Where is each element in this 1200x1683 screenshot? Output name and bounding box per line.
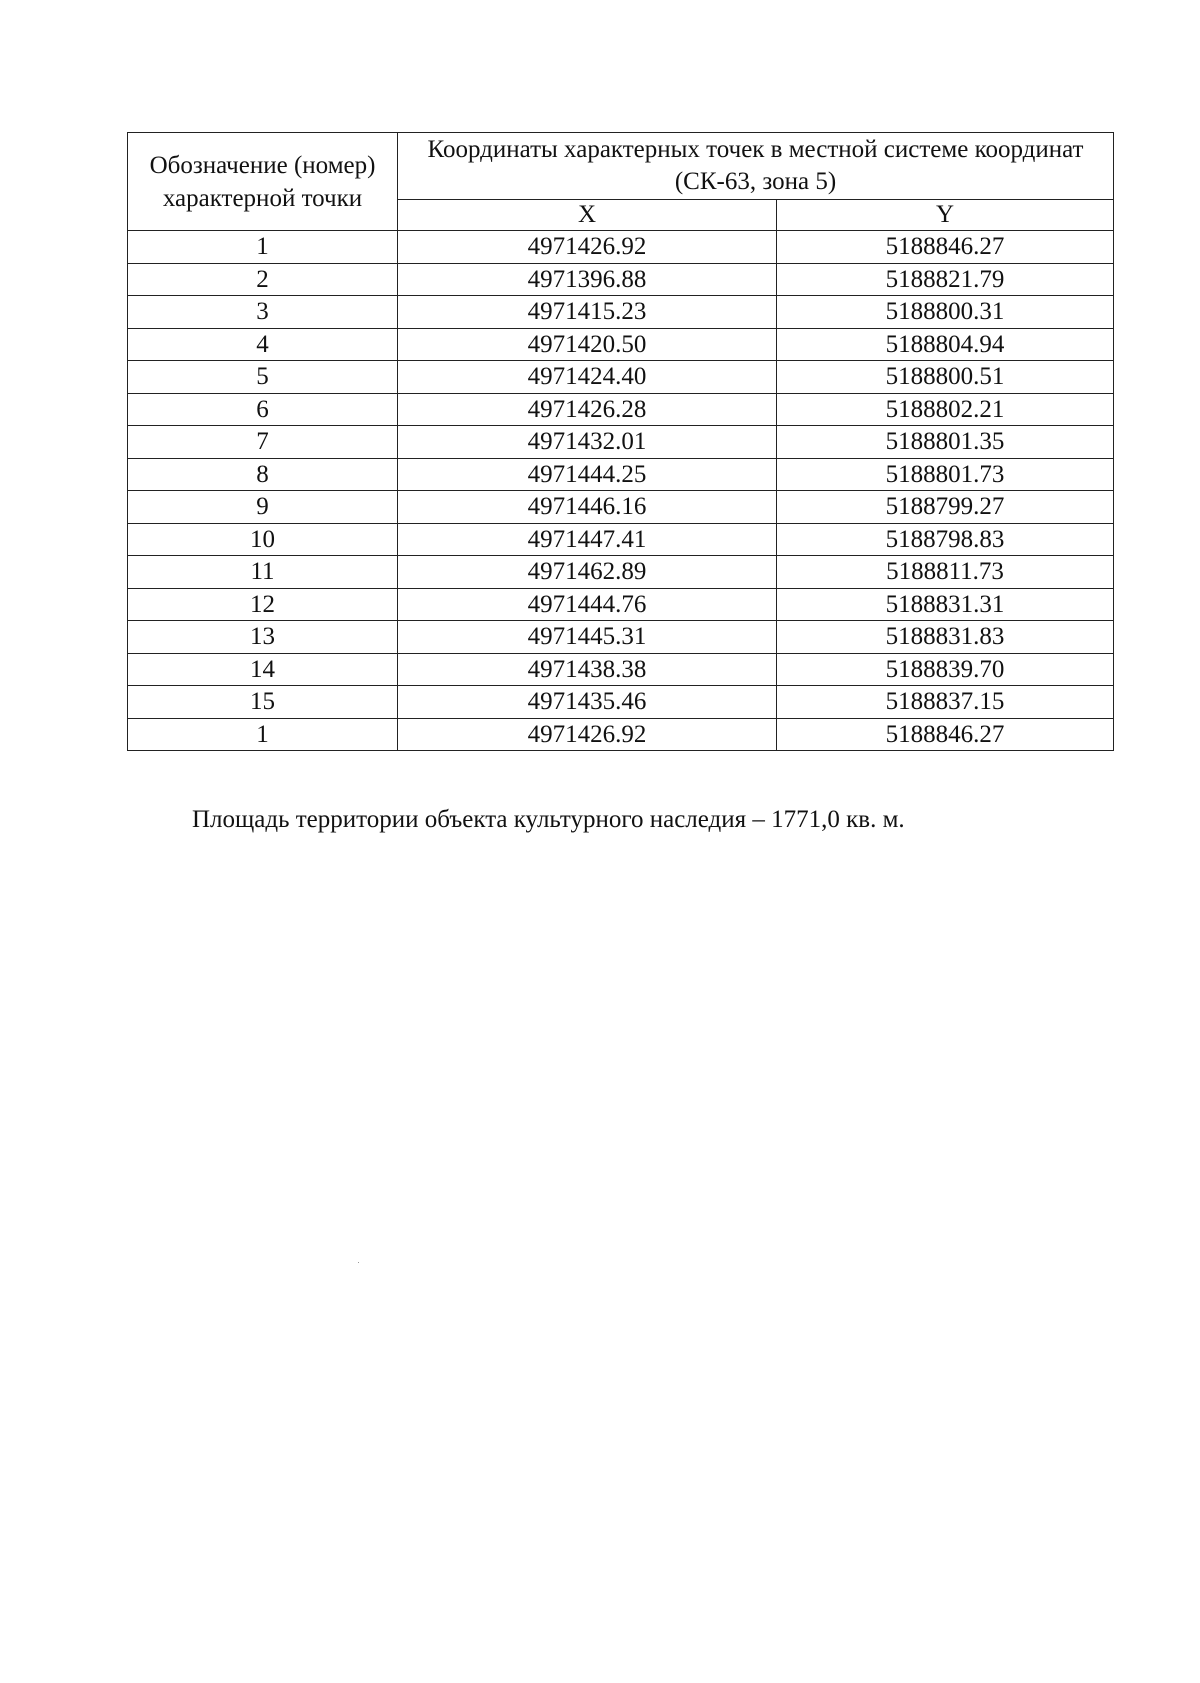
y-coordinate-cell: 5188846.27: [777, 231, 1114, 264]
point-number-cell: 5: [128, 361, 398, 394]
table-row: [128, 231, 1114, 264]
y-coordinate-cell: 5188799.27: [777, 491, 1114, 524]
point-number-cell: 9: [128, 491, 398, 524]
table-body: [128, 231, 1114, 751]
x-coordinate-cell: 4971424.40: [398, 361, 777, 394]
scan-speck: [358, 1262, 359, 1263]
point-number-cell: 6: [128, 393, 398, 426]
point-number-cell: 13: [128, 621, 398, 654]
point-number-cell: 10: [128, 523, 398, 556]
y-coordinate-cell: 5188831.31: [777, 588, 1114, 621]
y-column-header: Y: [777, 200, 1114, 231]
x-coordinate-cell: 4971435.46: [398, 686, 777, 719]
y-coordinate-cell: 5188837.15: [777, 686, 1114, 719]
x-coordinate-cell: 4971426.92: [398, 231, 777, 264]
table-row: [128, 361, 1114, 394]
x-coordinate-cell: 4971426.92: [398, 718, 777, 751]
x-coordinate-cell: 4971445.31: [398, 621, 777, 654]
y-coordinate-cell: 5188811.73: [777, 556, 1114, 589]
table-row: [128, 296, 1114, 329]
table-row: [128, 426, 1114, 459]
table-row: [128, 556, 1114, 589]
table-header: [128, 133, 1114, 231]
x-coordinate-cell: 4971432.01: [398, 426, 777, 459]
x-coordinate-cell: 4971420.50: [398, 328, 777, 361]
y-coordinate-cell: 5188804.94: [777, 328, 1114, 361]
table-row: [128, 491, 1114, 524]
table-row: [128, 458, 1114, 491]
table-row: [128, 686, 1114, 719]
x-coordinate-cell: 4971462.89: [398, 556, 777, 589]
point-number-cell: 8: [128, 458, 398, 491]
x-coordinate-cell: 4971415.23: [398, 296, 777, 329]
x-coordinate-cell: 4971444.76: [398, 588, 777, 621]
point-number-cell: 14: [128, 653, 398, 686]
point-number-cell: 1: [128, 718, 398, 751]
point-number-cell: 3: [128, 296, 398, 329]
point-number-cell: 7: [128, 426, 398, 459]
table-row: [128, 588, 1114, 621]
x-coordinate-cell: 4971396.88: [398, 263, 777, 296]
y-coordinate-cell: 5188801.35: [777, 426, 1114, 459]
x-column-header: X: [398, 200, 777, 231]
x-coordinate-cell: 4971446.16: [398, 491, 777, 524]
table-row: [128, 718, 1114, 751]
coordinates-table: [127, 132, 1114, 751]
point-number-cell: 11: [128, 556, 398, 589]
point-number-cell: 4: [128, 328, 398, 361]
table-row: [128, 523, 1114, 556]
x-coordinate-cell: 4971438.38: [398, 653, 777, 686]
y-coordinate-cell: 5188801.73: [777, 458, 1114, 491]
area-statement: Площадь территории объекта культурного наследия – 1771,0 кв. м.: [192, 806, 905, 833]
point-number-header: Обозначение (номер) характерной точки: [128, 133, 398, 231]
y-coordinate-cell: 5188839.70: [777, 653, 1114, 686]
table-row: [128, 328, 1114, 361]
x-coordinate-cell: 4971426.28: [398, 393, 777, 426]
coordinates-header: Координаты характерных точек в местной системе координат (СК-63, зона 5): [398, 133, 1114, 200]
y-coordinate-cell: 5188846.27: [777, 718, 1114, 751]
y-coordinate-cell: 5188831.83: [777, 621, 1114, 654]
table-row: [128, 263, 1114, 296]
y-coordinate-cell: 5188821.79: [777, 263, 1114, 296]
point-number-cell: 1: [128, 231, 398, 264]
table-row: [128, 393, 1114, 426]
point-number-cell: 15: [128, 686, 398, 719]
x-coordinate-cell: 4971444.25: [398, 458, 777, 491]
point-number-cell: 12: [128, 588, 398, 621]
y-coordinate-cell: 5188800.31: [777, 296, 1114, 329]
table-row: [128, 621, 1114, 654]
y-coordinate-cell: 5188802.21: [777, 393, 1114, 426]
y-coordinate-cell: 5188800.51: [777, 361, 1114, 394]
table-row: [128, 653, 1114, 686]
point-number-cell: 2: [128, 263, 398, 296]
y-coordinate-cell: 5188798.83: [777, 523, 1114, 556]
x-coordinate-cell: 4971447.41: [398, 523, 777, 556]
